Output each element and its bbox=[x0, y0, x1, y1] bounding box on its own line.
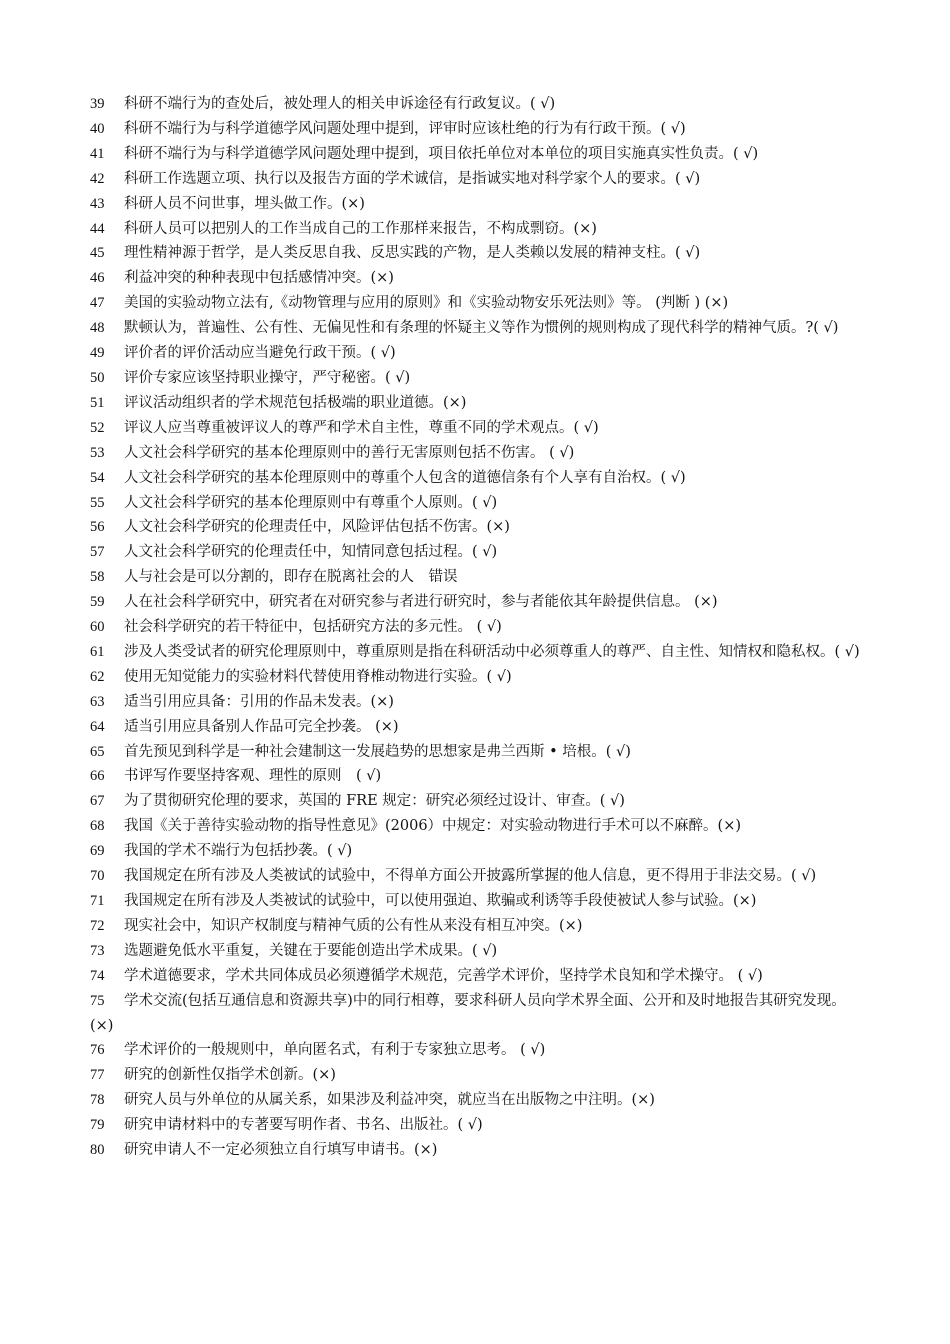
question-text: 利益冲突的种种表现中包括感情冲突。(×) bbox=[124, 270, 394, 287]
question-item bbox=[90, 117, 865, 142]
question-number: 70 bbox=[90, 868, 105, 885]
question-item bbox=[90, 167, 865, 192]
question-number: 51 bbox=[90, 394, 105, 411]
question-item bbox=[90, 1113, 865, 1138]
question-item bbox=[90, 241, 865, 266]
question-text: 研究的创新性仅指学术创新。(×) bbox=[124, 1067, 336, 1084]
question-number: 52 bbox=[90, 419, 105, 436]
question-item bbox=[90, 939, 865, 964]
question-text: 人文社会科学研究的基本伦理原则中有尊重个人原则。( √) bbox=[124, 494, 498, 511]
question-number: 59 bbox=[90, 594, 105, 611]
question-text: 科研不端行为的查处后，被处理人的相关申诉途径有行政复议。( √) bbox=[124, 96, 556, 112]
question-number: 58 bbox=[90, 569, 105, 586]
question-text: 人在社会科学研究中，研究者在对研究参与者进行研究时，参与者能依其年龄提供信息。 (×) bbox=[124, 594, 718, 611]
question-number: 77 bbox=[90, 1067, 105, 1084]
question-text: 人文社会科学研究的基本伦理原则中的尊重个人包含的道德信条有个人享有自治权。( √) bbox=[124, 469, 686, 486]
question-number: 74 bbox=[90, 967, 105, 984]
question-item bbox=[90, 740, 865, 765]
question-number: 40 bbox=[90, 120, 105, 137]
question-text: 科研不端行为与科学道德学风问题处理中提到，评审时应该杜绝的行为有行政干预。( √) bbox=[124, 120, 686, 137]
question-text: 使用无知觉能力的实验材料代替使用脊椎动物进行实验。( √) bbox=[124, 668, 512, 685]
question-item bbox=[90, 1063, 865, 1088]
question-item bbox=[90, 839, 865, 864]
question-item bbox=[90, 789, 865, 814]
question-number: 60 bbox=[90, 619, 105, 636]
question-text: 评价专家应该坚持职业操守，严守秘密。( √) bbox=[124, 369, 411, 386]
question-number: 64 bbox=[90, 718, 105, 735]
question-number: 73 bbox=[90, 942, 105, 959]
question-number: 62 bbox=[90, 668, 105, 685]
question-number: 67 bbox=[90, 793, 105, 810]
question-number: 76 bbox=[90, 1042, 105, 1059]
question-text: 现实社会中，知识产权制度与精神气质的公有性从来没有相互冲突。(×) bbox=[124, 917, 583, 934]
question-text: 科研工作选题立项、执行以及报告方面的学术诚信，是指诚实地对科学家个人的要求。( √) bbox=[124, 170, 701, 187]
question-text: 我国的学术不端行为包括抄袭。( √) bbox=[124, 843, 353, 860]
question-item bbox=[90, 590, 865, 615]
question-item bbox=[90, 192, 865, 217]
question-number: 80 bbox=[90, 1142, 105, 1159]
question-number: 42 bbox=[90, 170, 105, 187]
question-number: 44 bbox=[90, 220, 105, 237]
question-item bbox=[90, 266, 865, 291]
question-number: 48 bbox=[90, 320, 105, 337]
question-item bbox=[90, 491, 865, 516]
question-item bbox=[90, 142, 865, 167]
question-text: 学术道德要求，学术共同体成员必须遵循学术规范，完善学术评价，坚持学术良知和学术操守。 ( √) bbox=[124, 967, 763, 984]
question-number: 78 bbox=[90, 1092, 105, 1109]
question-number: 55 bbox=[90, 494, 105, 511]
question-number: 68 bbox=[90, 818, 105, 835]
question-number: 50 bbox=[90, 369, 105, 386]
question-item bbox=[90, 715, 865, 740]
question-item bbox=[90, 341, 865, 366]
question-text: 社会科学研究的若干特征中，包括研究方法的多元性。 ( √) bbox=[124, 619, 502, 636]
question-number: 45 bbox=[90, 245, 105, 262]
question-text: 人与社会是可以分割的，即存在脱离社会的人 错误 bbox=[124, 569, 458, 586]
question-text: 首先预见到科学是一种社会建制这一发展趋势的思想家是弗兰西斯 • 培根。( √) bbox=[124, 743, 631, 760]
question-item bbox=[90, 316, 865, 341]
question-text: 我国《关于善待实验动物的指导性意见》(2006）中规定：对实验动物进行手术可以不麻醉。(×) bbox=[124, 818, 742, 835]
question-number: 39 bbox=[90, 96, 105, 112]
question-text: 涉及人类受试者的研究伦理原则中，尊重原则是指在科研活动中必须尊重人的尊严、自主性、知情权和隐私权。( √) bbox=[124, 643, 860, 660]
question-item bbox=[90, 615, 865, 640]
question-item bbox=[90, 690, 865, 715]
question-text: 美国的实验动物立法有,《动物管理与应用的原则》和《实验动物安乐死法则》等。 (判断 ) (×) bbox=[124, 295, 729, 312]
question-list bbox=[90, 92, 865, 1163]
question-item bbox=[90, 640, 865, 665]
question-text: 选题避免低水平重复，关键在于要能创造出学术成果。( √) bbox=[124, 942, 498, 959]
question-text: 研究申请人不一定必须独立自行填写申请书。(×) bbox=[124, 1142, 438, 1159]
question-number: 72 bbox=[90, 917, 105, 934]
question-item bbox=[90, 391, 865, 416]
question-number: 66 bbox=[90, 768, 105, 785]
question-item bbox=[90, 914, 865, 939]
question-text: 适当引用应具备别人作品可完全抄袭。 (×) bbox=[124, 718, 399, 735]
question-text: 科研不端行为与科学道德学风问题处理中提到，项目依托单位对本单位的项目实施真实性负责。( √) bbox=[124, 145, 759, 162]
question-number: 65 bbox=[90, 743, 105, 760]
question-item bbox=[90, 217, 865, 242]
question-number: 75 bbox=[90, 992, 105, 1009]
question-item bbox=[90, 989, 865, 1039]
question-item bbox=[90, 540, 865, 565]
question-item bbox=[90, 416, 865, 441]
question-item bbox=[90, 515, 865, 540]
question-text: 研究人员与外单位的从属关系，如果涉及利益冲突，就应当在出版物之中注明。(×) bbox=[124, 1092, 655, 1109]
question-item bbox=[90, 814, 865, 839]
question-item bbox=[90, 92, 865, 117]
question-item bbox=[90, 441, 865, 466]
question-text: 为了贯彻研究伦理的要求，英国的 FRE 规定：研究必须经过设计、审查。( √) bbox=[124, 793, 625, 810]
question-item bbox=[90, 764, 865, 789]
question-text: 书评写作要坚持客观、理性的原则 ( √) bbox=[124, 768, 382, 785]
question-item bbox=[90, 366, 865, 391]
question-text: 人文社会科学研究的伦理责任中，风险评估包括不伤害。(×) bbox=[124, 519, 510, 536]
question-text: 默顿认为，普遍性、公有性、无偏见性和有条理的怀疑主义等作为惯例的规则构成了现代科学的精神气质。?( √) bbox=[124, 320, 839, 337]
question-number: 53 bbox=[90, 444, 105, 461]
question-text: 科研人员可以把别人的工作当成自己的工作那样来报告，不构成剽窃。(×) bbox=[124, 220, 597, 237]
question-item bbox=[90, 1088, 865, 1113]
question-item bbox=[90, 964, 865, 989]
question-item bbox=[90, 665, 865, 690]
question-text: 适当引用应具备：引用的作品未发表。(×) bbox=[124, 693, 394, 710]
question-text: 评议活动组织者的学术规范包括极端的职业道德。(×) bbox=[124, 394, 467, 411]
question-item bbox=[90, 1138, 865, 1163]
question-text: 理性精神源于哲学，是人类反思自我、反思实践的产物，是人类赖以发展的精神支柱。( √) bbox=[124, 245, 701, 262]
question-item bbox=[90, 864, 865, 889]
question-item bbox=[90, 889, 865, 914]
question-text: 学术评价的一般规则中，单向匿名式，有利于专家独立思考。 ( √) bbox=[124, 1042, 546, 1059]
question-item bbox=[90, 565, 865, 590]
question-number: 54 bbox=[90, 469, 105, 486]
question-number: 56 bbox=[90, 519, 105, 536]
question-item bbox=[90, 466, 865, 491]
question-number: 57 bbox=[90, 544, 105, 561]
question-number: 79 bbox=[90, 1117, 105, 1134]
question-number: 41 bbox=[90, 145, 105, 162]
question-text: 评价者的评价活动应当避免行政干预。( √) bbox=[124, 345, 396, 362]
question-text: 评议人应当尊重被评议人的尊严和学术自主性，尊重不同的学术观点。( √) bbox=[124, 419, 599, 436]
question-text: 学术交流(包括互通信息和资源共享)中的同行相尊，要求科研人员向学术界全面、公开和及时地报告其研究发现。(×) bbox=[90, 992, 846, 1034]
question-item bbox=[90, 291, 865, 316]
question-item bbox=[90, 1038, 865, 1063]
question-text: 我国规定在所有涉及人类被试的试验中，可以使用强迫、欺骗或利诱等手段使被试人参与试验。(×) bbox=[124, 893, 757, 909]
question-text: 人文社会科学研究的伦理责任中，知情同意包括过程。( √) bbox=[124, 544, 498, 561]
question-number: 46 bbox=[90, 270, 105, 287]
question-text: 科研人员不问世事，埋头做工作。(×) bbox=[124, 195, 365, 212]
question-text: 研究申请材料中的专著要写明作者、书名、出版社。( √) bbox=[124, 1117, 483, 1134]
question-number: 49 bbox=[90, 345, 105, 362]
question-number: 71 bbox=[90, 893, 105, 909]
question-text: 我国规定在所有涉及人类被试的试验中，不得单方面公开披露所掌握的他人信息，更不得用于非法交易。( √) bbox=[124, 868, 817, 885]
question-text: 人文社会科学研究的基本伦理原则中的善行无害原则包括不伤害。 ( √) bbox=[124, 444, 575, 461]
question-number: 47 bbox=[90, 295, 105, 312]
question-number: 63 bbox=[90, 693, 105, 710]
question-number: 69 bbox=[90, 843, 105, 860]
question-number: 43 bbox=[90, 195, 105, 212]
question-number: 61 bbox=[90, 643, 105, 660]
